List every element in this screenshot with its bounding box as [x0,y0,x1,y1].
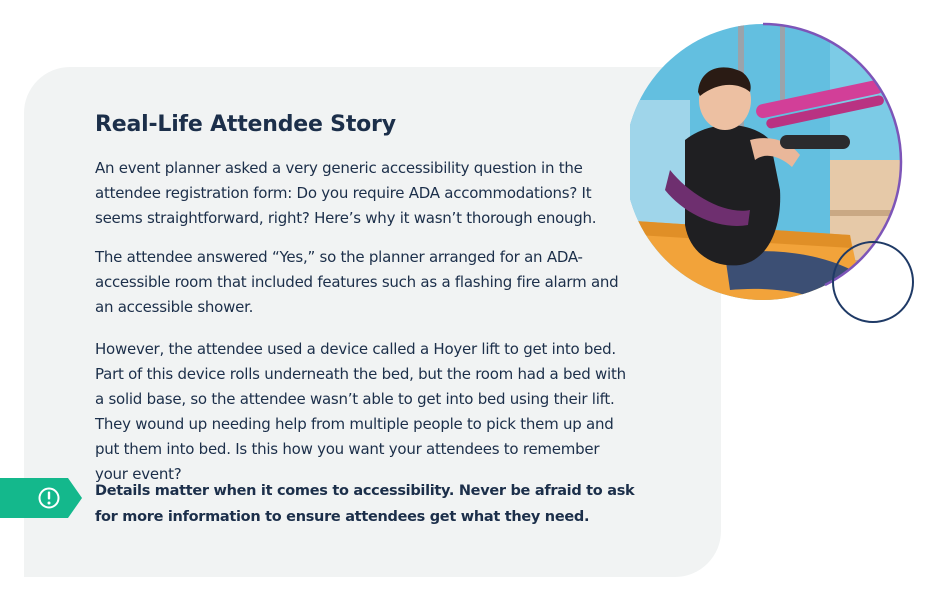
story-paragraph-1: An event planner asked a very generic accessibility question in the attendee registration form: Do you require ADA accommodations? It seems straightforward, right? Here’s why it wasn’t thorough enough. [95,159,597,227]
callout-flag [0,478,82,518]
story-paragraph-3: However, the attendee used a device called a Hoyer lift to get into bed. Part of this device rolls underneath the bed, but the room had a bed with a solid base, so the attendee wasn’t able to get into bed using their lift. They wound up needing help from multiple people to pick them up and put them into bed. Is this how you want your attendees to remember your event? [95,340,626,483]
story-photo [630,20,920,330]
person-using-hoyer-lift-photo [630,20,920,330]
story-paragraph-2: The attendee answered “Yes,” so the planner arranged for an ADA-accessible room that included features such as a flashing fire alarm and an accessible shower. [95,248,619,316]
callout-text: Details matter when it comes to accessibility. Never be afraid to ask for more information to ensure attendees get what they need. [95,483,635,525]
story-title: Real-Life Attendee Story [95,112,396,137]
